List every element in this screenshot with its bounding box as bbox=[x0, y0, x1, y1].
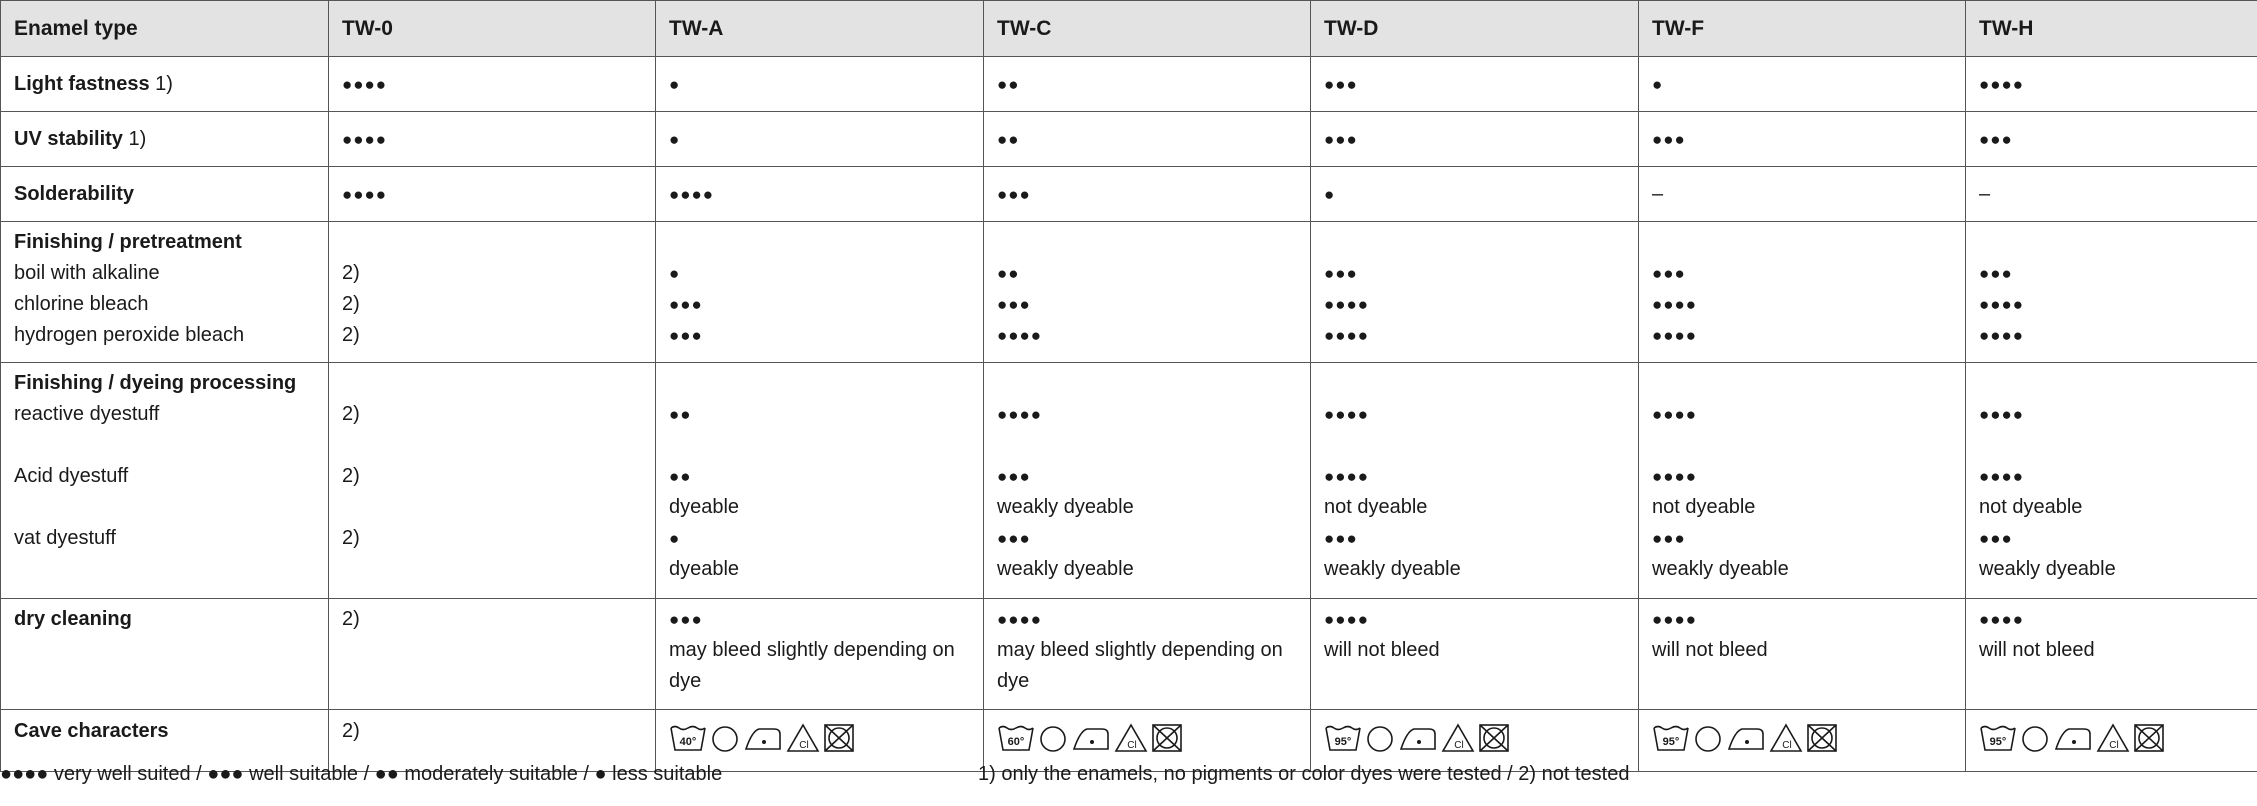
row-label: Cave characters bbox=[1, 710, 329, 772]
header-row bbox=[1, 1, 2257, 57]
dye-note: weakly dyeable bbox=[997, 496, 1134, 518]
circle-dry-clean-icon bbox=[710, 722, 740, 754]
rating-value: ●●●● bbox=[1324, 295, 1370, 314]
rating-value: ●●● bbox=[997, 295, 1031, 314]
dyeing-cell-tw-h bbox=[1966, 363, 2257, 599]
rating-legend: ●●●● very well suited / ●●● well suitable / ●● moderately suitable / ● less suitable bbox=[0, 763, 723, 785]
row-uv-stability bbox=[1, 112, 2257, 167]
header-tw-c: TW-C bbox=[984, 1, 1311, 57]
rating-value: ●●● bbox=[1652, 529, 1686, 548]
bleach-triangle-icon bbox=[786, 722, 820, 754]
no-tumble-dry-icon bbox=[1806, 722, 1838, 754]
rating-cell: ●●●● bbox=[329, 167, 656, 222]
row-label bbox=[1, 57, 329, 112]
row-dry-cleaning bbox=[1, 599, 2257, 710]
dye-note: dyeable bbox=[669, 558, 740, 580]
row-label: dry cleaning bbox=[1, 599, 329, 710]
care-symbols bbox=[997, 722, 1310, 754]
washtub-icon bbox=[669, 722, 707, 754]
rating-value: ●●●● bbox=[1652, 610, 1698, 629]
sub-label: hydrogen peroxide bleach bbox=[14, 324, 245, 346]
rating-value: ●●●● bbox=[997, 610, 1043, 629]
svg-text:Cl: Cl bbox=[1454, 740, 1464, 751]
header-tw-h: TW-H bbox=[1966, 1, 2257, 57]
iron-icon bbox=[1071, 722, 1111, 754]
row-label bbox=[1, 222, 329, 363]
pretreatment-cell-tw-0 bbox=[329, 222, 656, 363]
dry-cell-tw-c bbox=[984, 599, 1311, 710]
cave-cell-tw-0: 2) bbox=[329, 710, 656, 772]
rating-value: ●●●● bbox=[1324, 326, 1370, 345]
care-symbols bbox=[1652, 722, 1965, 754]
dye-note: weakly dyeable bbox=[1652, 558, 1789, 580]
rating-value: ●●●● bbox=[997, 326, 1043, 345]
rating-value: ●●●● bbox=[1324, 405, 1370, 424]
rating-value: ●●●● bbox=[1652, 326, 1698, 345]
circle-dry-clean-icon bbox=[2020, 722, 2050, 754]
rating-cell: ●● bbox=[984, 57, 1311, 112]
section-title: Finishing / dyeing processing bbox=[14, 372, 297, 394]
rating-value: ● bbox=[669, 264, 681, 283]
rating-cell: ●●● bbox=[1966, 112, 2257, 167]
dye-note: not dyeable bbox=[1652, 496, 1756, 518]
pretreatment-cell-tw-f bbox=[1639, 222, 1966, 363]
row-pretreatment bbox=[1, 222, 2257, 363]
dyeing-cell-tw-0 bbox=[329, 363, 656, 599]
footnotes: 1) only the enamels, no pigments or color dyes were tested / 2) not tested bbox=[978, 763, 1630, 785]
rating-cell: ● bbox=[656, 57, 984, 112]
rating-value: ●●●● bbox=[1979, 295, 2025, 314]
svg-text:95°: 95° bbox=[1334, 736, 1352, 748]
dyeing-cell-tw-d bbox=[1311, 363, 1639, 599]
rating-value: 2) bbox=[342, 465, 360, 487]
rating-cell: ●● bbox=[984, 112, 1311, 167]
rating-value: 2) bbox=[342, 324, 360, 346]
row-label: Solderability bbox=[1, 167, 329, 222]
rating-value: ●●● bbox=[1979, 264, 2013, 283]
sub-label: chlorine bleach bbox=[14, 293, 149, 315]
row-label bbox=[1, 363, 329, 599]
svg-text:Cl: Cl bbox=[1127, 740, 1137, 751]
bleach-triangle-icon bbox=[1441, 722, 1475, 754]
svg-text:Cl: Cl bbox=[799, 740, 809, 751]
footnote-ref: 1) bbox=[128, 127, 147, 150]
circle-dry-clean-icon bbox=[1365, 722, 1395, 754]
bleach-triangle-icon bbox=[1769, 722, 1803, 754]
bleed-note: will not bleed bbox=[1652, 639, 1768, 661]
rating-value: ●●● bbox=[997, 467, 1031, 486]
rating-cell: ●●●● bbox=[329, 112, 656, 167]
svg-text:95°: 95° bbox=[1989, 736, 2007, 748]
footnote-ref: 1) bbox=[155, 72, 173, 95]
rating-value: ●●●● bbox=[997, 405, 1043, 424]
header-tw-0: TW-0 bbox=[329, 1, 656, 57]
rating-cell: ●●●● bbox=[656, 167, 984, 222]
dry-cell-tw-f bbox=[1639, 599, 1966, 710]
rating-value: ●●● bbox=[1979, 529, 2013, 548]
header-enamel-type: Enamel type bbox=[1, 1, 329, 57]
pretreatment-cell-tw-d bbox=[1311, 222, 1639, 363]
pretreatment-cell-tw-h bbox=[1966, 222, 2257, 363]
no-tumble-dry-icon bbox=[2133, 722, 2165, 754]
rating-value: ●●●● bbox=[1979, 326, 2025, 345]
row-dyeing bbox=[1, 363, 2257, 599]
rating-value: ●●●● bbox=[1979, 610, 2025, 629]
rating-value: 2) bbox=[342, 293, 360, 315]
washtub-icon bbox=[1324, 722, 1362, 754]
rating-cell: ● bbox=[1639, 57, 1966, 112]
dye-note: dyeable bbox=[669, 496, 740, 518]
no-tumble-dry-icon bbox=[1151, 722, 1183, 754]
rating-value: ●● bbox=[669, 405, 692, 424]
rating-cell: ●●● bbox=[1311, 112, 1639, 167]
bleach-triangle-icon bbox=[2096, 722, 2130, 754]
rating-value: ●●● bbox=[997, 529, 1031, 548]
rating-cell: ● bbox=[656, 112, 984, 167]
dye-note: weakly dyeable bbox=[997, 558, 1134, 580]
no-tumble-dry-icon bbox=[1478, 722, 1510, 754]
header-tw-a: TW-A bbox=[656, 1, 984, 57]
rating-value: 2) bbox=[342, 403, 360, 425]
rating-value: ●●● bbox=[669, 295, 703, 314]
sub-label: boil with alkaline bbox=[14, 262, 160, 284]
dry-cell-tw-h bbox=[1966, 599, 2257, 710]
pretreatment-cell-tw-a bbox=[656, 222, 984, 363]
rating-value: ●●●● bbox=[1652, 295, 1698, 314]
rating-value: ●●● bbox=[669, 326, 703, 345]
bleed-note: will not bleed bbox=[1324, 639, 1440, 661]
dry-cell-tw-0 bbox=[329, 599, 656, 710]
rating-value: 2) bbox=[342, 527, 360, 549]
dye-note: weakly dyeable bbox=[1979, 558, 2116, 580]
bleed-note: will not bleed bbox=[1979, 639, 2095, 661]
washtub-icon bbox=[997, 722, 1035, 754]
rating-value: ●● bbox=[997, 264, 1020, 283]
care-symbols bbox=[669, 722, 983, 754]
svg-text:60°: 60° bbox=[1007, 736, 1025, 748]
rating-cell: ● bbox=[1311, 167, 1639, 222]
row-light-fastness bbox=[1, 57, 2257, 112]
washtub-icon bbox=[1652, 722, 1690, 754]
dye-note: weakly dyeable bbox=[1324, 558, 1461, 580]
iron-icon bbox=[2053, 722, 2093, 754]
label-text: UV stability bbox=[14, 127, 123, 150]
rating-cell: ●●● bbox=[984, 167, 1311, 222]
rating-value: ●●●● bbox=[1324, 467, 1370, 486]
iron-icon bbox=[1726, 722, 1766, 754]
rating-value: ●●● bbox=[1324, 529, 1358, 548]
rating-cell: – bbox=[1966, 167, 2257, 222]
rating-value: ●●●● bbox=[1652, 405, 1698, 424]
dyeing-cell-tw-f bbox=[1639, 363, 1966, 599]
rating-value: ●●●● bbox=[1979, 467, 2025, 486]
sub-label: reactive dyestuff bbox=[14, 403, 160, 425]
pretreatment-cell-tw-c bbox=[984, 222, 1311, 363]
rating-cell: ●●●● bbox=[329, 57, 656, 112]
circle-dry-clean-icon bbox=[1693, 722, 1723, 754]
rating-value: 2) bbox=[342, 608, 360, 630]
iron-icon bbox=[1398, 722, 1438, 754]
dye-note: not dyeable bbox=[1324, 496, 1428, 518]
rating-value: ●●● bbox=[669, 610, 703, 629]
label-text: Light fastness bbox=[14, 72, 150, 95]
svg-text:95°: 95° bbox=[1662, 736, 1680, 748]
row-solderability bbox=[1, 167, 2257, 222]
dry-cell-tw-d bbox=[1311, 599, 1639, 710]
dry-cell-tw-a bbox=[656, 599, 984, 710]
circle-dry-clean-icon bbox=[1038, 722, 1068, 754]
rating-value: ●●●● bbox=[1324, 610, 1370, 629]
no-tumble-dry-icon bbox=[823, 722, 855, 754]
rating-cell: – bbox=[1639, 167, 1966, 222]
header-tw-f: TW-F bbox=[1639, 1, 1966, 57]
svg-text:Cl: Cl bbox=[1782, 740, 1792, 751]
sub-label: Acid dyestuff bbox=[14, 465, 129, 487]
dyeing-cell-tw-c bbox=[984, 363, 1311, 599]
rating-value: 2) bbox=[342, 262, 360, 284]
sub-label: vat dyestuff bbox=[14, 527, 116, 549]
washtub-icon bbox=[1979, 722, 2017, 754]
dyeing-cell-tw-a bbox=[656, 363, 984, 599]
dye-note: not dyeable bbox=[1979, 496, 2083, 518]
rating-value: ● bbox=[669, 529, 681, 548]
rating-cell: ●●● bbox=[1311, 57, 1639, 112]
row-label bbox=[1, 112, 329, 167]
rating-value: ●●● bbox=[1324, 264, 1358, 283]
svg-text:Cl: Cl bbox=[2109, 740, 2119, 751]
header-tw-d: TW-D bbox=[1311, 1, 1639, 57]
legend bbox=[0, 763, 2257, 793]
rating-value: ●● bbox=[669, 467, 692, 486]
rating-cell: ●●●● bbox=[1966, 57, 2257, 112]
rating-value: ●●●● bbox=[1652, 467, 1698, 486]
care-symbols bbox=[1324, 722, 1638, 754]
bleed-note: may bleed slightly depending on dye bbox=[997, 639, 1283, 692]
section-title: Finishing / pretreatment bbox=[14, 231, 242, 253]
bleach-triangle-icon bbox=[1114, 722, 1148, 754]
rating-value: ●●●● bbox=[1979, 405, 2025, 424]
care-symbols bbox=[1979, 722, 2257, 754]
iron-icon bbox=[743, 722, 783, 754]
bleed-note: may bleed slightly depending on dye bbox=[669, 639, 955, 692]
svg-text:40°: 40° bbox=[679, 736, 697, 748]
rating-cell: ●●● bbox=[1639, 112, 1966, 167]
rating-value: ●●● bbox=[1652, 264, 1686, 283]
